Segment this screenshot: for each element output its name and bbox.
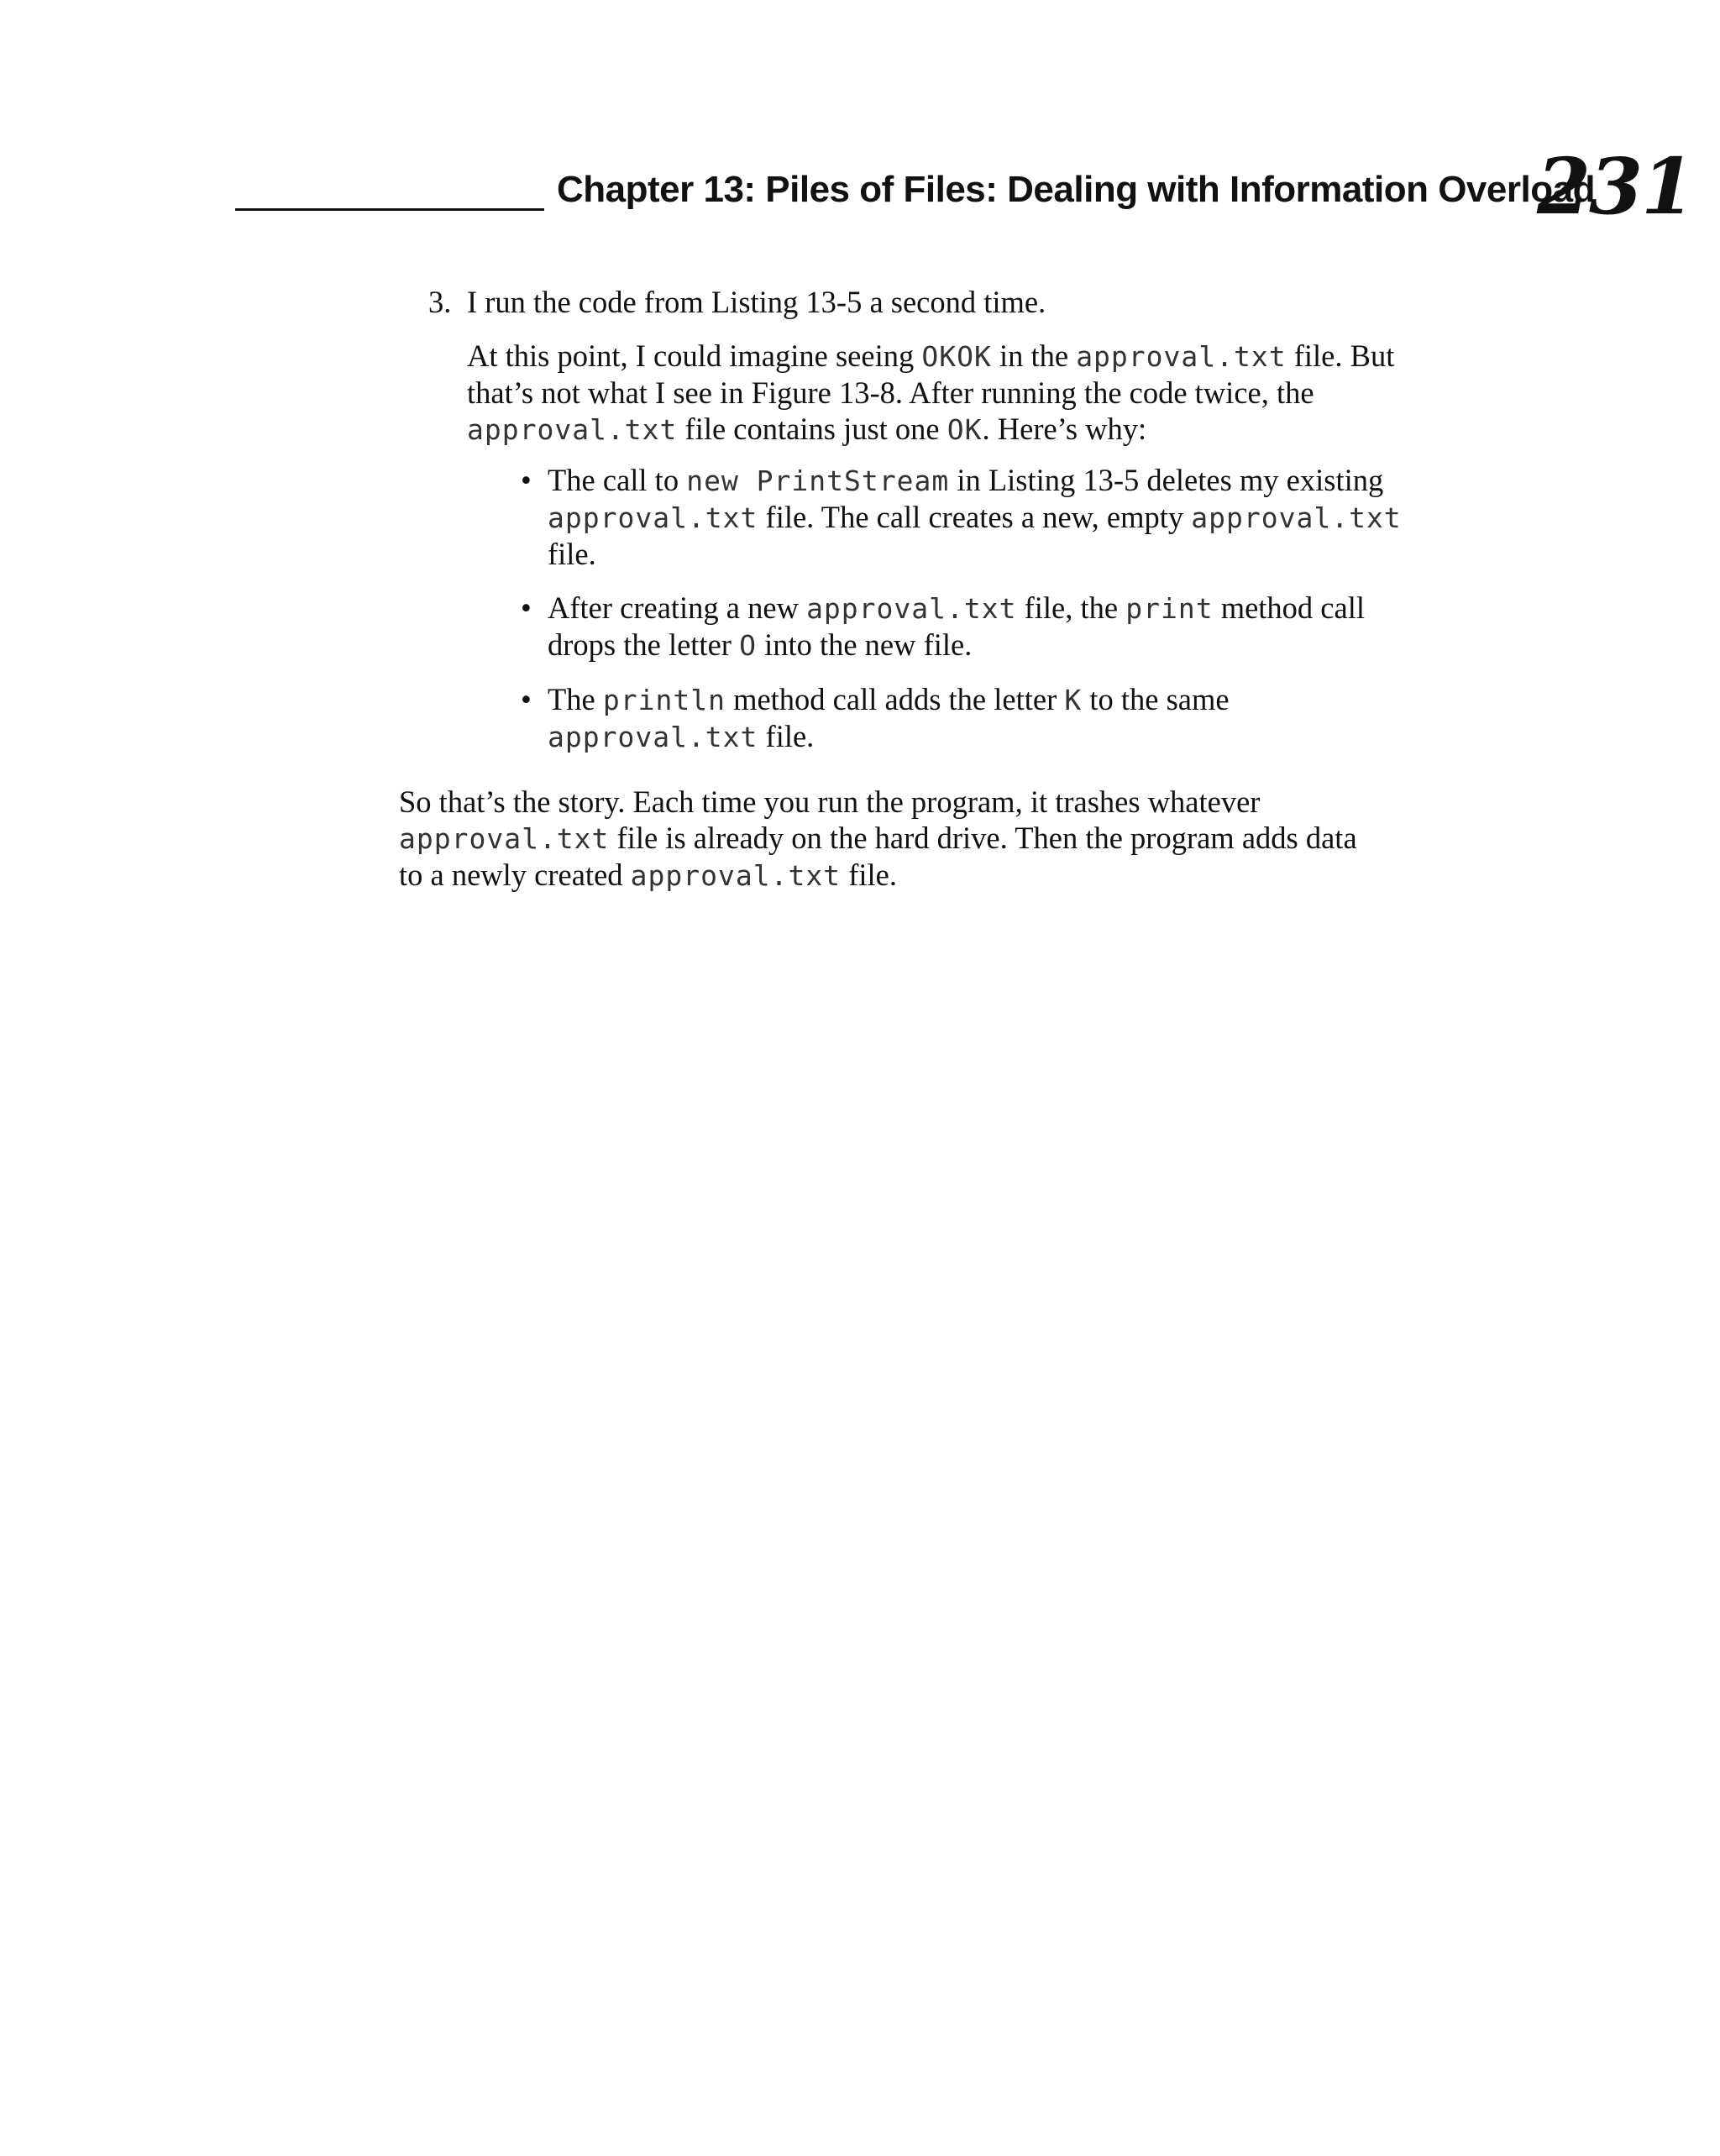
inline-code: approval.txt	[548, 721, 758, 753]
bullet-marker: •	[521, 590, 532, 625]
inline-code: approval.txt	[1191, 501, 1402, 534]
step-number: 3.	[428, 285, 452, 319]
inline-code: new PrintStream	[686, 464, 950, 497]
text-run: to a newly created	[399, 858, 631, 892]
text-run: file.	[841, 858, 897, 892]
text-run: method call adds the letter	[725, 682, 1065, 716]
text-run: file, the	[1016, 590, 1126, 625]
paragraph-line: file.	[548, 537, 596, 571]
paragraph-line	[467, 411, 1508, 448]
closing-paragraph	[399, 784, 1491, 894]
text-run: . Here’s why:	[982, 412, 1147, 446]
paragraph-line	[548, 499, 1478, 536]
paragraph-line	[548, 627, 1478, 664]
paragraph-line: that’s not what I see in Figure 13-8. After running the code twice, the	[467, 375, 1314, 410]
paragraph-line	[399, 857, 1491, 894]
text-run: in the	[991, 338, 1077, 373]
inline-code: OK	[947, 413, 983, 446]
bullet-marker: •	[521, 682, 532, 716]
text-run: At this point, I could imagine seeing	[467, 338, 922, 373]
inline-code: println	[602, 684, 726, 716]
paragraph-line	[548, 462, 1478, 499]
header-rule	[235, 208, 544, 211]
paragraph-line	[548, 718, 1478, 755]
text-run: file contains just one	[677, 412, 947, 446]
inline-code: O	[739, 629, 757, 662]
text-run: After creating a new	[548, 590, 807, 625]
text-run: file is already on the hard drive. Then the program adds data	[609, 821, 1357, 855]
inline-code: OKOK	[921, 340, 992, 373]
bullet-list	[521, 462, 1478, 773]
list-item	[521, 681, 1478, 755]
paragraph-line	[399, 820, 1491, 857]
inline-code: approval.txt	[548, 501, 758, 534]
inline-code: print	[1125, 592, 1214, 625]
inline-code: approval.txt	[467, 413, 678, 446]
text-run: The	[548, 682, 603, 716]
inline-code: approval.txt	[630, 859, 842, 892]
list-item	[521, 590, 1478, 664]
paragraph-line	[548, 681, 1478, 718]
text-run: file. The call creates a new, empty	[758, 500, 1192, 534]
paragraph-line	[548, 590, 1478, 627]
step-paragraph	[467, 338, 1508, 448]
text-run: to the same	[1082, 682, 1230, 716]
text-run: in Listing 13-5 deletes my existing	[949, 463, 1384, 497]
inline-code: approval.txt	[806, 592, 1017, 625]
list-item	[521, 462, 1478, 572]
chapter-title: Chapter 13: Piles of Files: Dealing with Information Overload	[557, 169, 1595, 210]
paragraph-line: So that’s the story. Each time you run the program, it trashes whatever	[399, 784, 1261, 819]
text-run: file. But	[1286, 338, 1395, 373]
inline-code: approval.txt	[1076, 340, 1287, 373]
bullet-marker: •	[521, 463, 532, 497]
text-run: into the new file.	[756, 627, 973, 662]
inline-code: K	[1064, 684, 1083, 716]
text-run: drops the letter	[548, 627, 740, 662]
page-number: 231	[1537, 141, 1694, 232]
step-title: I run the code from Listing 13-5 a second time.	[467, 285, 1046, 319]
text-run: method call	[1213, 590, 1365, 625]
text-run: file.	[758, 719, 815, 753]
text-run: The call to	[548, 463, 687, 497]
paragraph-line	[467, 338, 1508, 375]
inline-code: approval.txt	[399, 822, 610, 855]
